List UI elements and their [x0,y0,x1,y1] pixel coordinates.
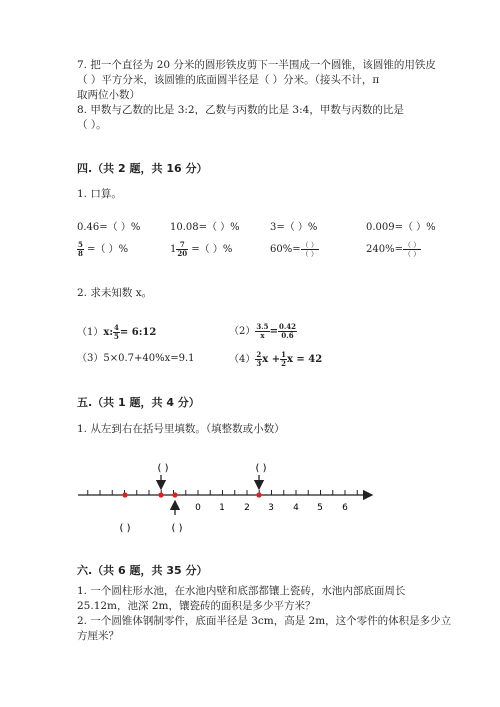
fraction: $\frac{4}{5}$ [114,323,119,341]
calc-r2-c3: 60%= $\frac{( )}{( )}$ [270,241,318,258]
marked-point [122,492,127,497]
tick-label-4: 4 [293,503,299,513]
tick-label-5: 5 [317,503,323,513]
section6-q1-line1: 1. 一个圆柱形水池，在水池内壁和底部都镶上瓷砖，水池内部底面周长 [77,585,406,597]
fraction: $\frac{0.42}{0.6}$ [278,322,297,340]
section6-q2-line2: 方厘米？ [77,630,119,642]
fraction: $\frac{7}{20}$ [177,240,188,258]
tick-label-0: 0 [195,503,201,513]
section6-q1-line2: 25.12m，池深 2m，镶瓷砖的面积是多少平方米？ [77,600,316,612]
calc-r2-c1: $\frac{5}{8}$ =（ ）% [78,240,129,258]
equation-3: （3）5×0.7+40%x=9.1 [77,353,195,364]
section4-title: 四.（共 2 题，共 16 分） [77,162,208,175]
fraction: $\frac{2}{3}$ [256,350,262,368]
section6-title: 六.（共 6 题，共 35 分） [77,564,208,577]
calc-r2-c2: 1 $\frac{7}{20}$ =（ ）% [170,240,233,258]
q7-line2: （ ）平方分米，该圆锥的底面圆半径是（ ）分米。（接头不计，π [77,74,380,86]
calc-r1-c1: 0.46=（ ）% [77,222,141,233]
tick-label-3: 3 [268,503,274,513]
tick-label-1: 1 [219,503,225,513]
fraction: $\frac{1}{2}$ [281,350,286,368]
marked-point [158,492,163,497]
equation-1: （1）x: $\frac{4}{5}$ = 6:12 [77,323,157,341]
section6-q2-line1: 2. 一个圆锥体钢制零件，底面半径是 3cm，高是 2m，这个零件的体积是多少立 [77,615,452,627]
q8-line1: 8. 甲数与乙数的比是 3:2，乙数与丙数的比是 3:4，甲数与丙数的比是 [77,104,404,116]
calc-r2-c4: 240%= $\frac{( )}{( )}$ [366,241,421,258]
section4-q2-label: 2. 求未知数 x。 [77,287,153,299]
answer-blank: ( ) [171,523,183,534]
fraction: $\frac{( )}{( )}$ [403,241,421,258]
answer-blank: ( ) [157,463,169,474]
number-line-ticks [88,490,358,495]
fraction: $\frac{( )}{( )}$ [301,241,318,258]
section4-q1-label: 1. 口算。 [77,188,122,200]
tick-label-6: 6 [342,503,348,513]
q8-line2: （ ）。 [77,119,107,131]
fraction: $\frac{3.5}{x}$ [256,322,269,340]
calc-r1-c2: 10.08=（ ）% [170,222,240,233]
calc-r1-c3: 3=（ ）% [270,222,318,233]
marked-point [256,492,261,497]
answer-blank: ( ) [119,523,131,534]
equation-2: （2） $\frac{3.5}{x}$ = $\frac{0.42}{0.6}$ [229,322,297,340]
marked-point [172,492,177,497]
fraction: $\frac{5}{8}$ [78,240,83,258]
q7-line1: 7. 把一个直径为 20 分米的圆形铁皮剪下一半围成一个圆锥，该圆锥的用铁皮 [77,59,436,71]
tick-label-2: 2 [244,503,250,513]
section5-q1: 1. 从左到右在括号里填数。（填整数或小数） [77,423,285,435]
answer-blank: ( ) [255,463,267,474]
section5-title: 五.（共 1 题，共 4 分） [77,396,200,409]
calc-r1-c4: 0.009=（ ）% [366,222,436,233]
equation-4: （4） $\frac{2}{3}$ x + $\frac{1}{2}$ x = 42 [229,350,323,368]
number-line [0,455,500,545]
q7-line3: 取两位小数） [77,89,140,101]
